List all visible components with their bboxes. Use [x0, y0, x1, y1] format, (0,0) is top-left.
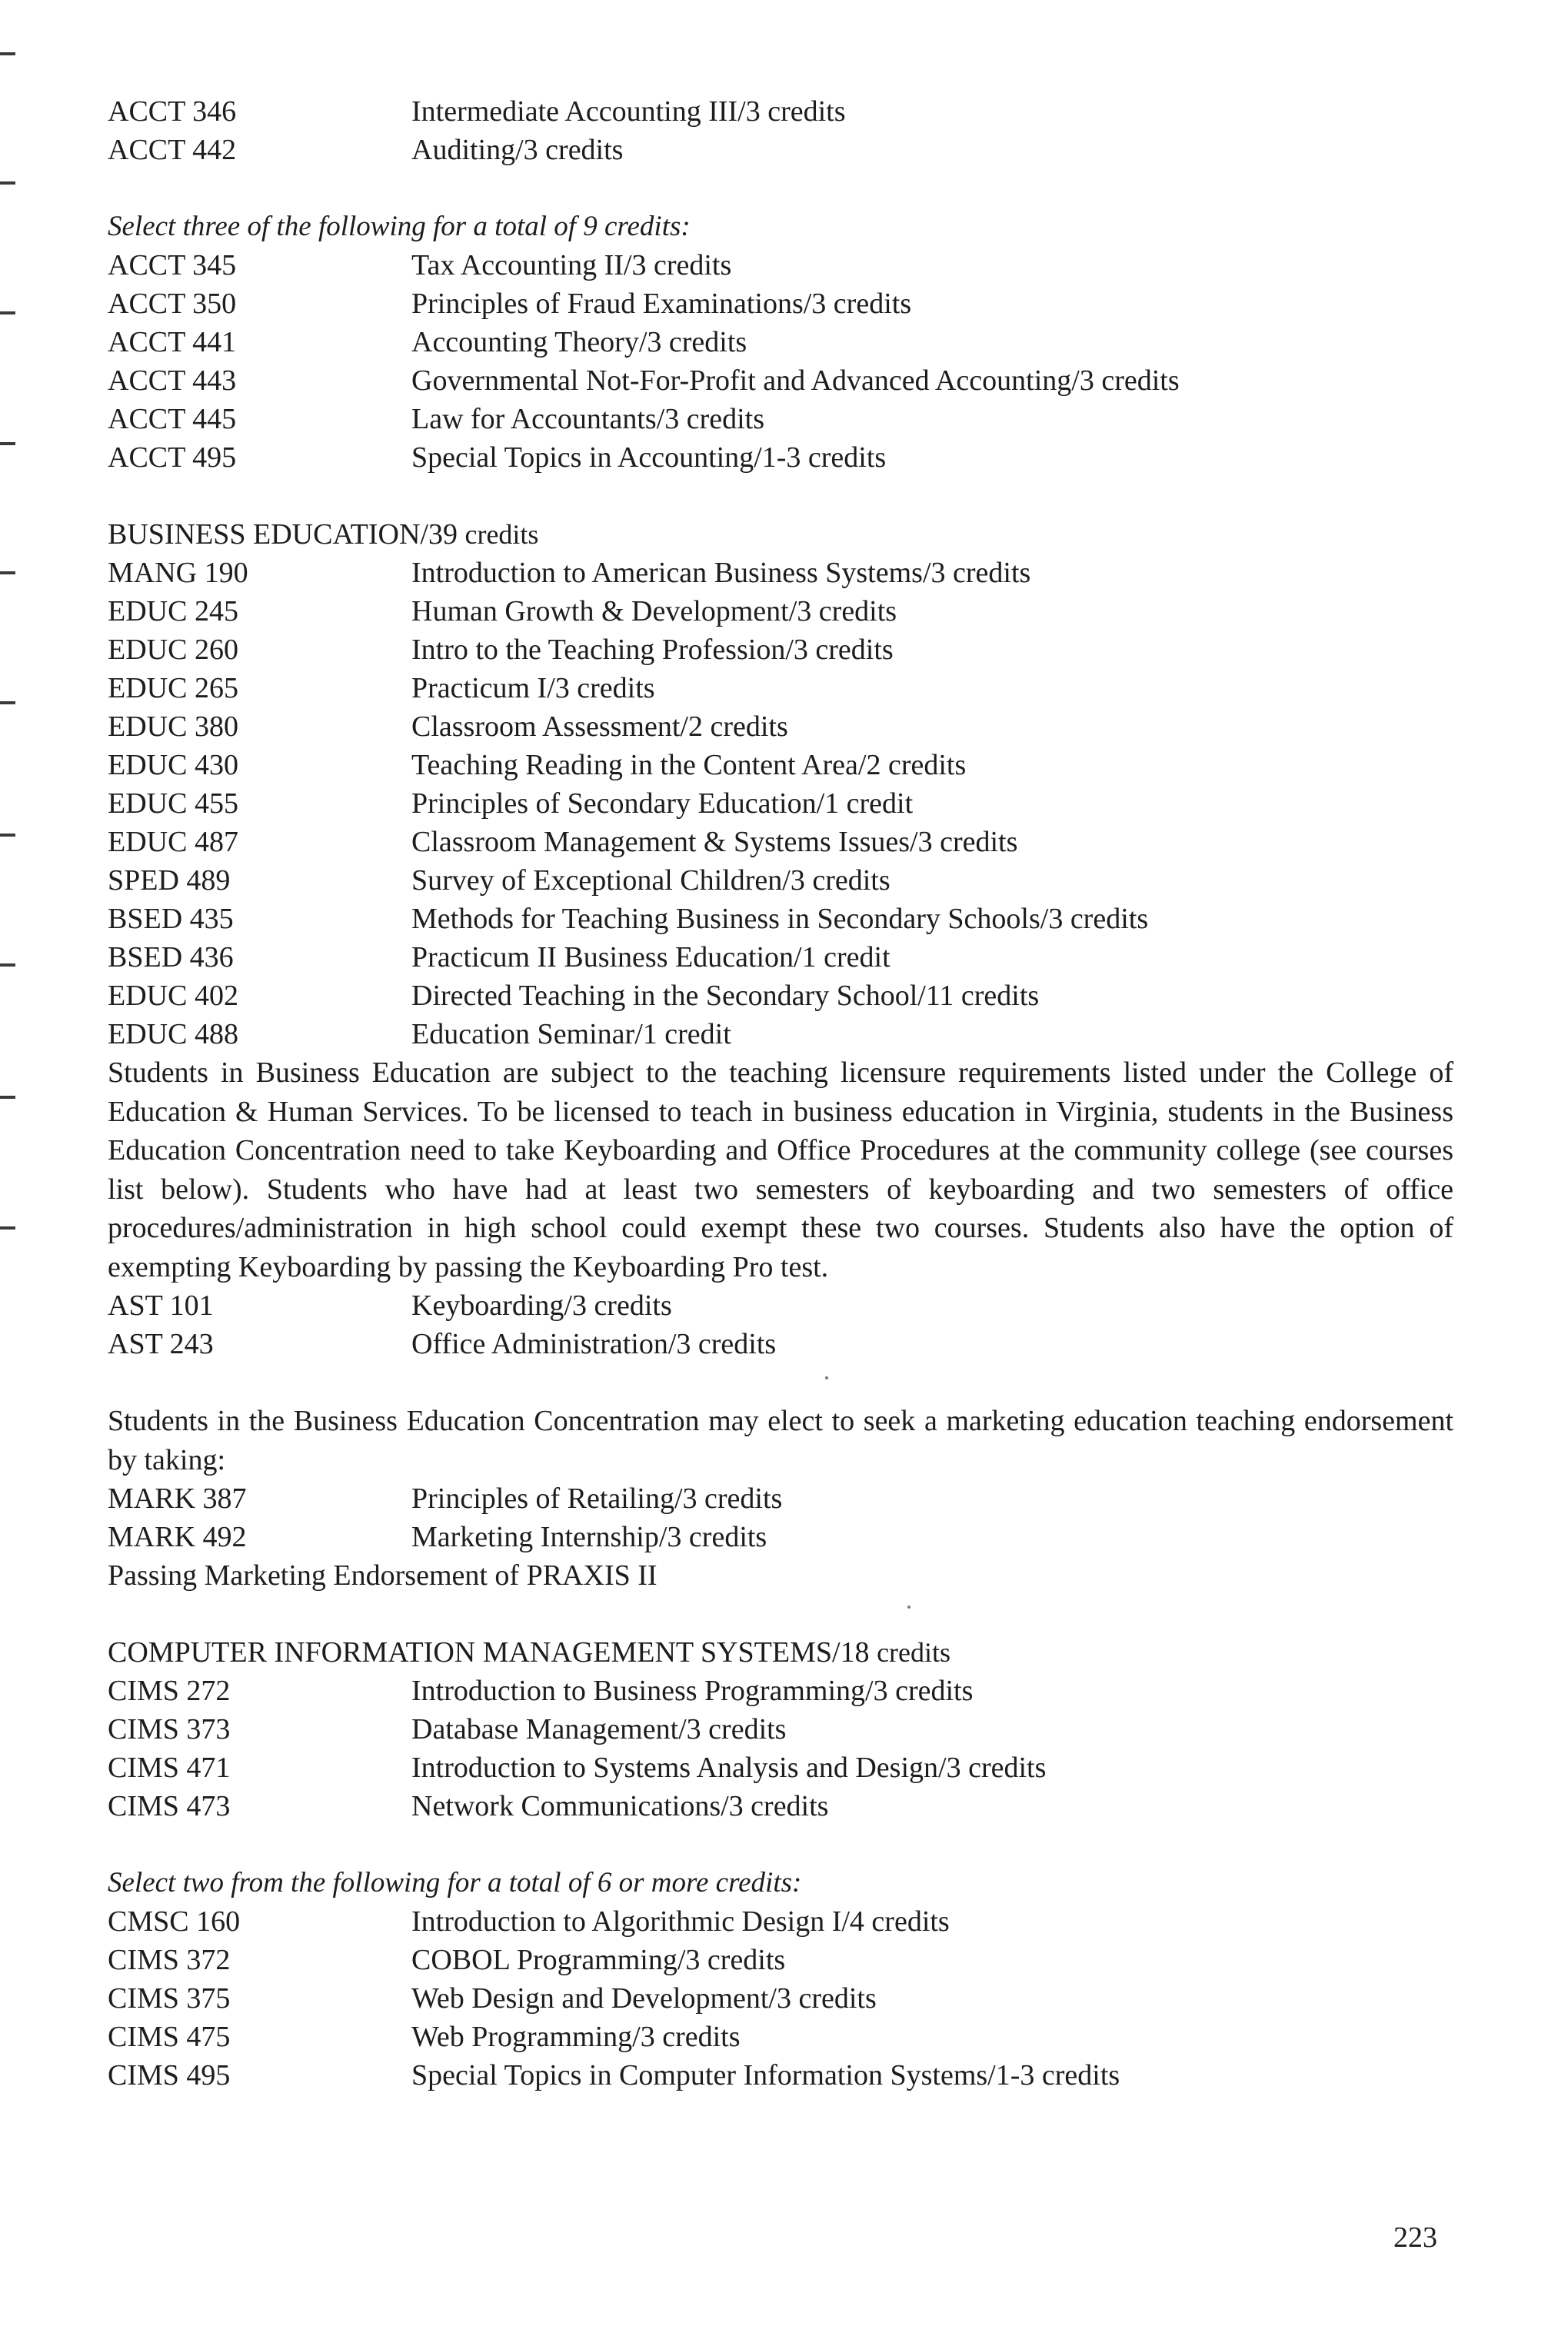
heading-text: COMPUTER INFORMATION MANAGEMENT SYSTEMS/18	[108, 1636, 870, 1669]
course-code: EDUC 402	[108, 980, 238, 1012]
course-code: ACCT 345	[108, 249, 237, 281]
course-title: Practicum I/3 credits	[411, 672, 655, 704]
course-row	[108, 131, 1461, 169]
course-code: MARK 387	[108, 1482, 247, 1515]
course-row	[108, 438, 1461, 477]
course-code: ACCT 350	[108, 288, 237, 320]
accounting-required-list	[108, 92, 1461, 169]
course-title: Introduction to Algorithmic Design I/4 credits	[411, 1905, 950, 1938]
course-row	[108, 1979, 1461, 2018]
course-row	[108, 1710, 1461, 1749]
licensure-note: Students in Business Education are subject to the teaching licensure requirements listed under the College of Education & Human Services. To be licensed to teach in business education in Virginia, students in the Business Education Concentration need to take Keyboarding and Office Procedures at the community college (see courses list below). Students who have had at least two semesters of keyboarding and two semesters of office procedures/administration in high school could exempt these two courses. Students also have the option of exempting Keyboarding by passing the Keyboarding Pro test.	[108, 1057, 1453, 1283]
course-row	[108, 784, 1461, 823]
course-code: EDUC 487	[108, 826, 238, 858]
course-code: EDUC 455	[108, 787, 238, 820]
course-title: Principles of Fraud Examinations/3 credits	[411, 288, 912, 320]
course-code: CIMS 372	[108, 1944, 231, 1976]
course-title: Human Growth & Development/3 credits	[411, 595, 897, 627]
edge-mark	[0, 181, 15, 185]
course-row	[108, 1518, 1461, 1556]
course-code: BSED 435	[108, 903, 234, 935]
course-row	[108, 592, 1461, 631]
course-code: BSED 436	[108, 941, 234, 973]
course-title: Introduction to Systems Analysis and Design/3 credits	[411, 1752, 1047, 1784]
heading-credits: credits	[464, 519, 539, 550]
course-title: Network Communications/3 credits	[411, 1790, 829, 1822]
course-row	[108, 323, 1461, 361]
course-code: CIMS 495	[108, 2059, 231, 2091]
course-title: Intermediate Accounting III/3 credits	[411, 95, 846, 128]
course-row	[108, 285, 1461, 323]
endorsement-final: Passing Marketing Endorsement of PRAXIS II	[108, 1559, 657, 1592]
course-code: ACCT 441	[108, 326, 237, 358]
course-title: Principles of Secondary Education/1 credit	[411, 787, 914, 820]
course-row	[108, 938, 1461, 977]
course-row	[108, 1325, 1461, 1363]
edge-mark	[0, 571, 15, 574]
course-code: EDUC 265	[108, 672, 238, 704]
course-row	[108, 669, 1461, 707]
course-row	[108, 707, 1461, 746]
course-title: Education Seminar/1 credit	[411, 1018, 731, 1050]
course-code: CIMS 473	[108, 1790, 231, 1822]
cims-required-list	[108, 1672, 1461, 1825]
binding-edge-marks	[0, 0, 23, 2336]
course-code: ACCT 445	[108, 403, 237, 435]
course-row	[108, 1941, 1461, 1979]
edge-mark	[0, 1096, 15, 1099]
course-row	[108, 400, 1461, 438]
course-code: ACCT 443	[108, 364, 237, 397]
business-education-list	[108, 554, 1461, 1053]
accounting-elective-list	[108, 246, 1461, 477]
course-row	[108, 977, 1461, 1015]
scan-speck	[907, 1606, 911, 1609]
edge-mark	[0, 834, 15, 837]
course-row	[108, 900, 1461, 938]
cims-elective-intro: Select two from the following for a total of 6 or more credits:	[108, 1867, 802, 1898]
course-row	[108, 1672, 1461, 1710]
course-code: CIMS 471	[108, 1752, 231, 1784]
course-title: Auditing/3 credits	[411, 134, 624, 166]
course-code: ACCT 442	[108, 134, 237, 166]
course-title: Governmental Not-For-Profit and Advanced Accounting/3 credits	[411, 364, 1180, 397]
course-row	[108, 1286, 1461, 1325]
cims-heading	[108, 1633, 1461, 1672]
course-title: Intro to the Teaching Profession/3 credits	[411, 634, 894, 666]
cims-elective-list	[108, 1902, 1461, 2095]
course-title: Database Management/3 credits	[411, 1713, 787, 1745]
course-title: Teaching Reading in the Content Area/2 credits	[411, 749, 967, 781]
course-title: Office Administration/3 credits	[411, 1328, 777, 1360]
course-row	[108, 1479, 1461, 1518]
course-title: Web Programming/3 credits	[411, 2021, 741, 2053]
course-code: AST 101	[108, 1289, 214, 1322]
course-title: Marketing Internship/3 credits	[411, 1521, 767, 1553]
course-code: CIMS 272	[108, 1675, 231, 1707]
heading-text: BUSINESS EDUCATION/39	[108, 518, 458, 551]
course-code: EDUC 430	[108, 749, 238, 781]
course-row	[108, 554, 1461, 592]
course-code: ACCT 346	[108, 95, 237, 128]
course-title: COBOL Programming/3 credits	[411, 1944, 786, 1976]
course-code: EDUC 260	[108, 634, 238, 666]
course-code: MANG 190	[108, 557, 248, 589]
course-title: Keyboarding/3 credits	[411, 1289, 672, 1322]
heading-credits: credits	[877, 1637, 951, 1668]
course-code: CIMS 373	[108, 1713, 231, 1745]
edge-mark	[0, 1226, 15, 1230]
course-title: Special Topics in Accounting/1-3 credits	[411, 441, 887, 474]
course-title: Classroom Management & Systems Issues/3 credits	[411, 826, 1018, 858]
course-title: Directed Teaching in the Secondary School/11 credits	[411, 980, 1040, 1012]
course-title: Methods for Teaching Business in Secondary Schools/3 credits	[411, 903, 1149, 935]
course-title: Introduction to Business Programming/3 credits	[411, 1675, 974, 1707]
course-row	[108, 1015, 1461, 1053]
course-code: EDUC 380	[108, 710, 238, 743]
course-row	[108, 246, 1461, 285]
course-code: ACCT 495	[108, 441, 237, 474]
course-code: CMSC 160	[108, 1905, 241, 1938]
edge-mark	[0, 311, 15, 314]
course-code: AST 243	[108, 1328, 214, 1360]
edge-mark	[0, 52, 15, 55]
edge-mark	[0, 442, 15, 445]
course-row	[108, 861, 1461, 900]
course-code: CIMS 475	[108, 2021, 231, 2053]
page-content	[108, 92, 1461, 2095]
course-row	[108, 1749, 1461, 1787]
course-row	[108, 2018, 1461, 2056]
scan-speck	[825, 1376, 828, 1379]
accounting-elective-intro: Select three of the following for a total of 9 credits:	[108, 211, 691, 242]
course-row	[108, 823, 1461, 861]
course-row	[108, 92, 1461, 131]
course-row	[108, 631, 1461, 669]
course-row	[108, 2056, 1461, 2095]
edge-mark	[0, 963, 15, 967]
course-title: Practicum II Business Education/1 credit	[411, 941, 891, 973]
course-title: Special Topics in Computer Information Systems/1-3 credits	[411, 2059, 1120, 2091]
edge-mark	[0, 701, 15, 704]
course-title: Tax Accounting II/3 credits	[411, 249, 732, 281]
course-row	[108, 746, 1461, 784]
business-education-heading	[108, 515, 1461, 554]
endorsement-note: Students in the Business Education Concentration may elect to seek a marketing education teaching endorsement by taking:	[108, 1405, 1453, 1476]
course-code: EDUC 488	[108, 1018, 238, 1050]
course-row	[108, 1787, 1461, 1825]
course-title: Accounting Theory/3 credits	[411, 326, 747, 358]
course-title: Survey of Exceptional Children/3 credits	[411, 864, 891, 897]
community-college-list	[108, 1286, 1461, 1363]
course-code: MARK 492	[108, 1521, 247, 1553]
course-title: Law for Accountants/3 credits	[411, 403, 765, 435]
endorsement-list	[108, 1479, 1461, 1556]
course-title: Web Design and Development/3 credits	[411, 1982, 877, 2015]
course-title: Introduction to American Business Systems/3 credits	[411, 557, 1031, 589]
course-row	[108, 361, 1461, 400]
course-title: Classroom Assessment/2 credits	[411, 710, 788, 743]
course-code: EDUC 245	[108, 595, 238, 627]
course-code: SPED 489	[108, 864, 231, 897]
course-row	[108, 1902, 1461, 1941]
page-number: 223	[1393, 2221, 1437, 2254]
course-title: Principles of Retailing/3 credits	[411, 1482, 783, 1515]
course-code: CIMS 375	[108, 1982, 231, 2015]
